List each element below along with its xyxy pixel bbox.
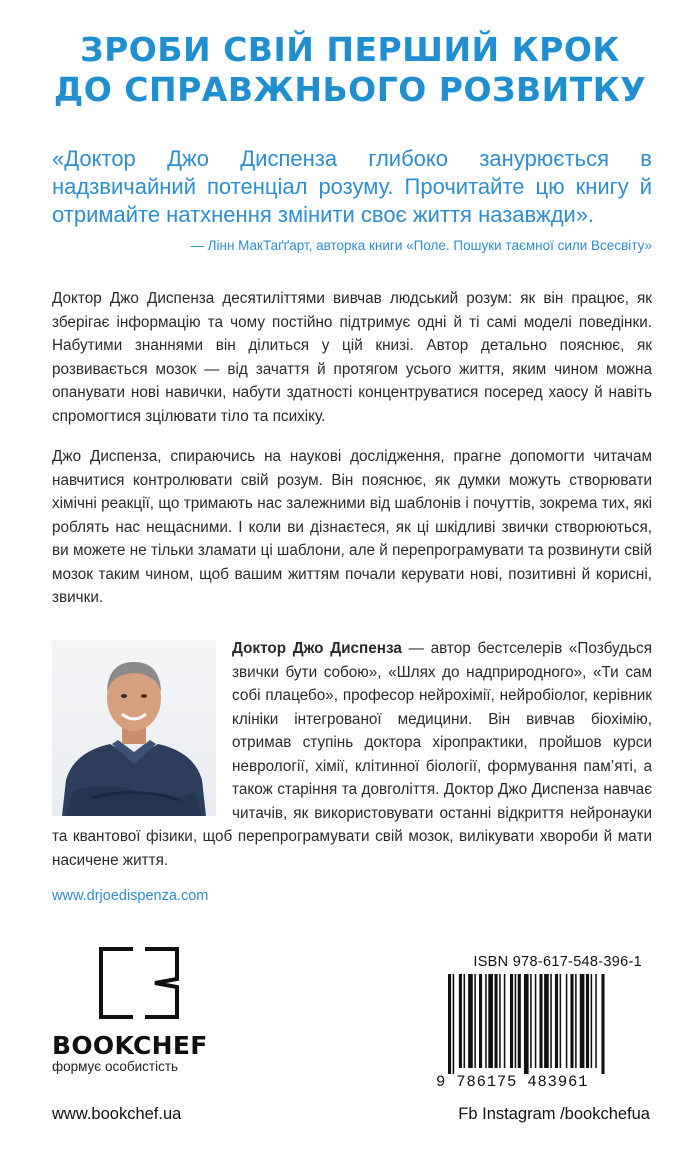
barcode-bar bbox=[560, 974, 562, 1068]
headline bbox=[0, 30, 700, 110]
barcode-bar bbox=[566, 974, 568, 1068]
author-website-link[interactable]: www.drjoedispenza.com bbox=[52, 888, 209, 904]
barcode-bar bbox=[530, 974, 532, 1068]
author-bio-text: — автор бестселерів «Позбудься звички бути собою», «Шлях до надприродного», «Ти сам собі плацебо», професор нейрохімії, нейробіолог, керівник клініки інтегрованої медицини. Він вивчав біохімію, отримав ступінь доктора хіропрактики, пройшов курси неврології, хімії, клітинної біології, формування пам’яті, а також старіння та довголіття. Доктор Джо Диспенза навчає читачів, як використовувати останні відкриття нейронауки та квантової фізики, щоб перепрограмувати свій мозок, вилікувати хвороби й мати насичене життя. bbox=[52, 640, 652, 869]
quote-author: — Лінн МакТаґґарт, авторка книги «Поле. Пошуки таємної сили Всесвіту» bbox=[190, 238, 652, 253]
barcode-bar bbox=[468, 974, 473, 1068]
barcode-bar bbox=[495, 974, 498, 1068]
barcode-bar bbox=[488, 974, 493, 1068]
barcode-bar bbox=[510, 974, 513, 1068]
publisher-website-link[interactable]: www.bookchef.ua bbox=[52, 1105, 182, 1123]
barcode-bar bbox=[485, 974, 487, 1068]
barcode-bar bbox=[459, 974, 462, 1068]
description-paragraph-1: Доктор Джо Диспенза десятиліттями вивчав людський розум: як він працює, як зберігає інформацію та чому постійно підтримує одні й ті самі моделі поведінки. Набутими знаннями він ділиться у цій книзі. Автор детально пояснює, як розвивається мозок — від зачаття й протягом усього життя, яким чином можна опанувати нові навички, набути здатності концентруватися посеред хаосу й навіть спромогтися зцілювати тіло та психіку. bbox=[52, 290, 652, 425]
barcode-bar bbox=[539, 974, 542, 1068]
barcode-bar bbox=[555, 974, 558, 1068]
publisher-tagline: формує особистість bbox=[52, 1059, 179, 1074]
endorsement-quote: «Доктор Джо Диспенза глибоко занурюється в надзвичайний потенціал розуму. Прочитайте цю книгу й отримайте натхнення змінити своє життя назавжди». bbox=[52, 146, 652, 227]
barcode-bar bbox=[550, 974, 552, 1068]
author-name: Доктор Джо Диспенза bbox=[232, 640, 402, 657]
barcode-digits: 9 786175 483961 bbox=[436, 1073, 589, 1091]
barcode-bar bbox=[464, 974, 466, 1068]
publisher-social: Fb Instagram /bookchefua bbox=[458, 1105, 650, 1123]
barcode-bar bbox=[499, 974, 501, 1068]
headline-line-1: ЗРОБИ СВІЙ ПЕРШИЙ КРОК bbox=[80, 30, 620, 69]
barcode-bar bbox=[504, 974, 506, 1068]
barcode-bar bbox=[580, 974, 585, 1068]
barcode-bar bbox=[535, 974, 537, 1068]
barcode-bar bbox=[601, 974, 604, 1074]
barcode-bar bbox=[518, 974, 521, 1068]
barcode-bar bbox=[586, 974, 589, 1068]
barcode-bar bbox=[448, 974, 451, 1074]
bookchef-logo-icon bbox=[97, 945, 183, 1026]
author-bio bbox=[52, 637, 652, 872]
barcode-bar bbox=[591, 974, 593, 1068]
barcode-bar bbox=[544, 974, 549, 1068]
barcode-bar bbox=[575, 974, 577, 1068]
barcode-bar bbox=[595, 974, 597, 1068]
description-paragraph-2: Джо Диспенза, спираючись на наукові дослідження, прагне допомогти читачам навчитися контролювати свій розум. Він пояснює, як думки можуть створювати хімічні реакції, що тримають нас залежними від шаблонів і почуттів, зокрема тих, які роблять нас нещасними. І коли ви дізнаєтеся, як ці шкідливі звички створюються, ви можете не тільки зламати ці шаблони, але й перепрограмувати та розвинути свій мозок таким чином, щоб вашим життям почали керувати нові, позитивні й корисні, звички. bbox=[52, 448, 652, 606]
barcode-bar bbox=[479, 974, 482, 1068]
publisher-name: BOOKCHEF bbox=[52, 1031, 208, 1060]
barcode-bar bbox=[474, 974, 476, 1068]
isbn-label: ISBN 978-617-548-396-1 bbox=[473, 954, 642, 970]
barcode bbox=[446, 974, 644, 1074]
barcode-bar bbox=[453, 974, 455, 1074]
barcode-bar bbox=[515, 974, 517, 1068]
author-photo bbox=[52, 640, 216, 816]
barcode-bar bbox=[524, 974, 529, 1074]
barcode-bar bbox=[570, 974, 573, 1068]
headline-line-2: ДО СПРАВЖНЬОГО РОЗВИТКУ bbox=[53, 70, 647, 109]
